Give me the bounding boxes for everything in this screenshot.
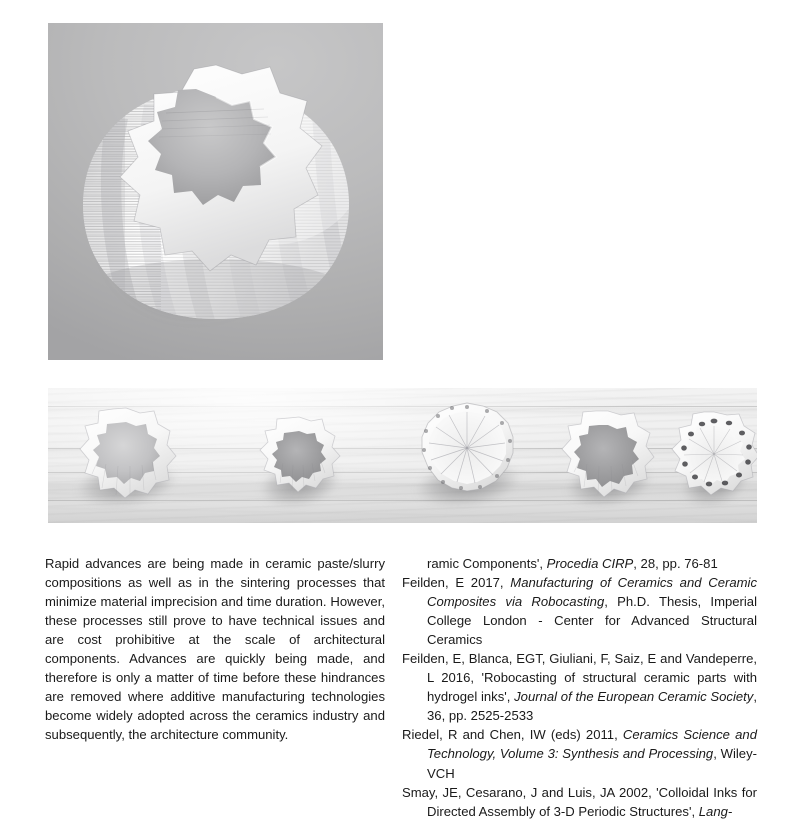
references-column [402,554,757,821]
reference-plain: , 36, pp. 2525-2533 [427,689,757,724]
reference-italic: Lang- [698,803,733,819]
reference-plain: , Ph.D. Thesis, Imperial College London - Center for Advanced Structural Ceramics [427,594,758,648]
list-item [56,388,196,523]
reference-entry [402,649,757,725]
list-item [393,388,541,523]
reference-entry [402,783,757,821]
reference-entry [402,573,757,649]
list-item [548,388,668,523]
body-text-column [45,554,385,744]
figure-ceramic-vessel-closeup [48,23,383,360]
body-paragraph: Rapid advances are being made in ceramic paste/slurry compositions as well as in the sintering processes that minimize material imprecision and time duration. However, these processes still prove to have technical issues and are cost prohibitive at the scale of architectural components. Advances are quickly being made, and therefore is only a matter of time before these hindrances are removed where additive manufacturing technologies become widely adopted across the ceramics industry and subsequently, the architecture community. [45,556,385,743]
list-item [668,388,757,523]
reference-plain: , Wiley-VCH [427,746,757,781]
reference-plain: , 28, pp. 76-81 [633,556,718,571]
reference-continuation [402,554,757,573]
reference-italic: Manufacturing of Ceramics and Ceramic Composites via Robocasting [427,575,758,610]
ceramic-vessel-3 [405,398,529,514]
reference-entry [402,725,757,782]
reference-italic: Ceramics Science and Technology, Volume 3: Synthesis and Processing [427,727,757,762]
reference-plain: Riedel, R and Chen, IW (eds) 2011, [402,727,623,743]
ceramic-vessel-illustration [66,47,366,337]
reference-plain: Smay, JE, Cesarano, J and Luis, JA 2002, 'Colloidal Inks for Directed Assembly of 3-D Periodic Structures', [402,784,757,819]
ceramic-vessel-2 [252,411,346,501]
ceramic-vessel-4 [556,406,660,506]
ceramic-vessel-1 [68,402,184,510]
reference-italic: Procedia CIRP [546,556,634,571]
list-item [243,388,355,523]
reference-italic: Journal of the European Ceramic Society [514,689,754,705]
ceramic-vessel-5 [664,407,757,505]
reference-plain: Feilden, E, Blanca, EGT, Giuliani, F, Saiz, E and Vandeperre, L 2016, 'Robocasting of structural ceramic parts with hydrogel inks', [402,651,757,705]
figure-ceramic-vessel-series [48,388,757,523]
reference-plain: ramic Components', [427,556,547,571]
reference-plain: Feilden, E 2017, [402,575,511,591]
